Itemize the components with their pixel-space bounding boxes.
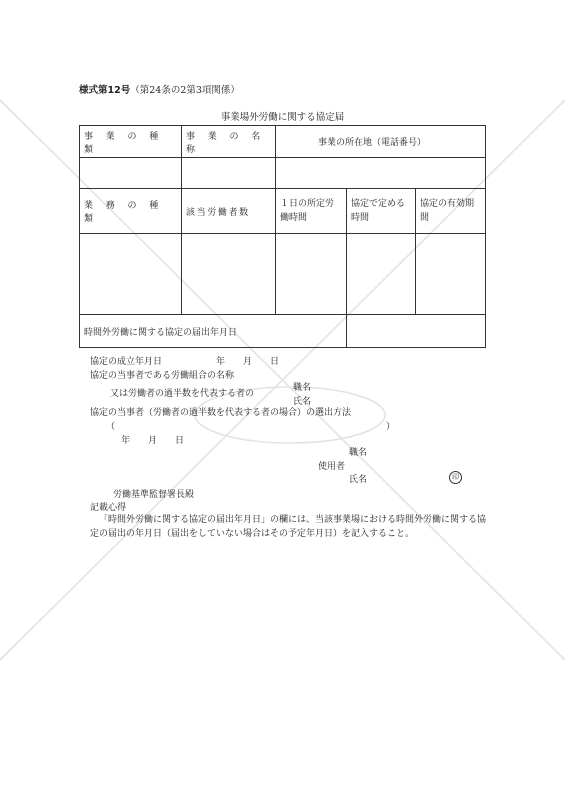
- prescribed-hours-cell[interactable]: [276, 234, 347, 315]
- business-entry-row: [80, 158, 486, 189]
- form-reference: （第24条の2第3項関係）: [130, 85, 240, 96]
- table-header-row: [80, 126, 486, 158]
- validity-period-header: 協定の有効期間: [416, 189, 486, 234]
- work-type-header: 業 務 の 種 類: [80, 189, 182, 234]
- notification-row: [80, 315, 486, 348]
- business-type-cell[interactable]: [80, 158, 182, 189]
- notes-text: 「時間外労働に関する協定の届出年月日」の欄には、当該事業場における時間外労働に関する協定の届出の年月日（届出をしていない場合はその予定年月日）を記入すること。: [90, 515, 487, 539]
- work-header-row: [80, 189, 486, 234]
- rep-name-label: 氏名: [293, 397, 312, 407]
- addressee: 労働基準監督署長殿: [113, 490, 195, 500]
- selection-method-label: 協定の当事者（労働者の過半数を代表する者の場合）の選出方法: [90, 408, 352, 418]
- seal-mark: 印: [449, 471, 462, 484]
- work-type-cell[interactable]: [80, 234, 182, 315]
- signature-date: 年 月 日: [121, 436, 185, 446]
- notes-heading: 記載心得: [90, 503, 127, 513]
- rep-title-label: 職名: [293, 383, 312, 393]
- worker-count-header: 該当労働者数: [182, 189, 276, 234]
- worker-count-cell[interactable]: [182, 234, 276, 315]
- form-number: 様式第12号: [79, 85, 131, 96]
- form-number-line: [79, 82, 240, 96]
- business-location-header: 事業の所在地（電話番号）: [276, 126, 486, 158]
- agreement-date: 協定の成立年月日 年 月 日: [90, 357, 280, 367]
- employer-label: 使用者: [318, 462, 346, 472]
- employer-name-label: 氏名: [349, 475, 368, 485]
- agreed-hours-header: 協定で定める時間: [347, 189, 416, 234]
- notification-date-label: 時間外労働に関する協定の届出年月日: [80, 315, 347, 348]
- business-name-cell[interactable]: [182, 158, 276, 189]
- business-location-cell[interactable]: [276, 158, 486, 189]
- business-type-header: 事 業 の 種 類: [80, 126, 182, 158]
- union-name-label: 協定の当事者である労働組合の名称: [90, 371, 235, 381]
- majority-rep-label: 又は労働者の過半数を代表する者の: [110, 389, 255, 399]
- selection-paren-close: ）: [386, 422, 396, 432]
- agreed-hours-cell[interactable]: [347, 234, 416, 315]
- agreement-form-table: [79, 125, 486, 348]
- document-title: 事業場外労働に関する協定届: [220, 112, 345, 123]
- validity-period-cell[interactable]: [416, 234, 486, 315]
- notification-date-cell[interactable]: [347, 315, 486, 348]
- prescribed-hours-header: １日の所定労働時間: [276, 189, 347, 234]
- work-entry-row: [80, 234, 486, 315]
- selection-paren-open: （: [106, 422, 116, 432]
- business-name-header: 事 業 の 名 称: [182, 126, 276, 158]
- employer-title-label: 職名: [349, 448, 368, 458]
